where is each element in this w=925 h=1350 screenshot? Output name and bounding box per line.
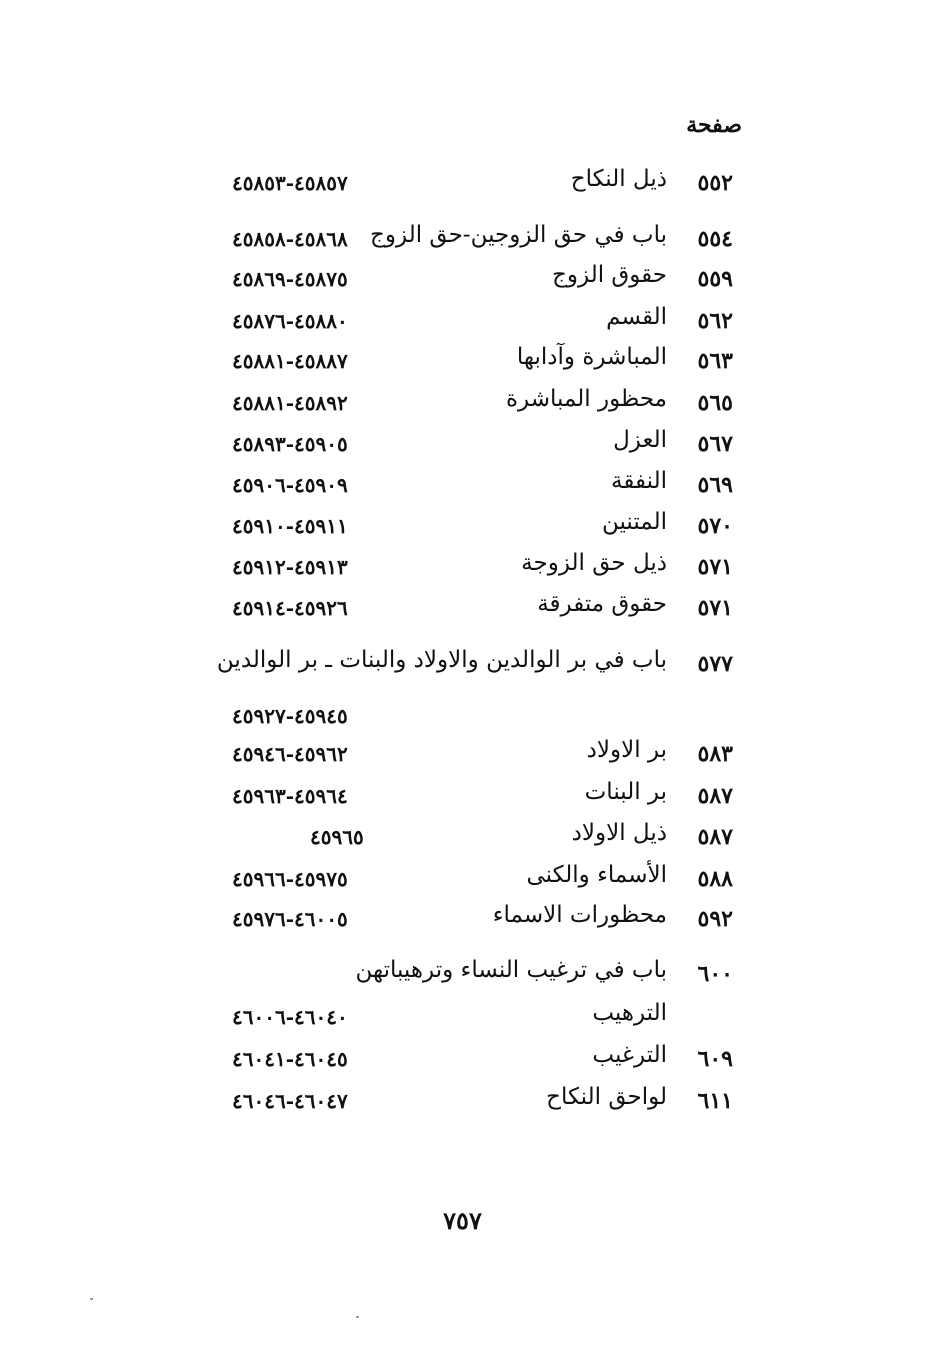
toc-title: بر الاولاد [586, 737, 667, 763]
toc-hadith-range: ٤٥٩١١-٤٥٩١٠ [232, 514, 348, 538]
toc-hadith-range: ٤٥٨٦٨-٤٥٨٥٨ [232, 227, 348, 251]
toc-title: باب في حق الزوجين-حق الزوج [370, 222, 667, 248]
toc-row [0, 344, 925, 384]
toc-page-number: ٥٥٢ [697, 170, 733, 196]
toc-hadith-range: ٤٥٩٤٥-٤٥٩٢٧ [232, 704, 348, 728]
toc-hadith-range: ٤٥٨٩٢-٤٥٨٨١ [232, 391, 348, 415]
toc-title: محظورات الاسماء [492, 902, 667, 928]
toc-title: القسم [606, 304, 667, 330]
toc-page-number: ٥٦٧ [697, 431, 733, 457]
toc-hadith-range: ٤٥٩٠٥-٤٥٨٩٣ [232, 432, 348, 456]
toc-page-number: ٥٦٢ [697, 308, 733, 334]
scan-speck [90, 1298, 93, 1300]
toc-hadith-range: ٤٥٩٦٤-٤٥٩٦٣ [232, 784, 348, 808]
toc-hadith-range: ٤٦٠٠٥-٤٥٩٧٦ [232, 907, 348, 931]
toc-title: الترغيب [592, 1042, 667, 1068]
toc-row [0, 862, 925, 902]
toc-title: ذيل حق الزوجة [521, 550, 667, 576]
toc-row [0, 957, 925, 997]
toc-row [0, 1084, 925, 1124]
toc-title: المباشرة وآدابها [516, 344, 667, 370]
column-header-page: صفحة [686, 112, 742, 138]
toc-row [0, 468, 925, 508]
toc-hadith-range: ٤٥٩٠٩-٤٥٩٠٦ [232, 473, 348, 497]
toc-hadith-range: ٤٥٨٧٥-٤٥٨٦٩ [232, 267, 348, 291]
toc-row [0, 699, 925, 739]
toc-title: الأسماء والكنى [526, 862, 667, 888]
toc-row [0, 550, 925, 590]
toc-page-number: ٥٨٧ [697, 824, 733, 850]
toc-page-number: ٦٠٠ [697, 961, 733, 987]
toc-hadith-range: ٤٥٨٨٧-٤٥٨٨١ [232, 349, 348, 373]
toc-title: ذيل الاولاد [571, 820, 667, 846]
toc-page-number: ٥٦٩ [697, 472, 733, 498]
toc-hadith-range: ٤٥٩٢٦-٤٥٩١٤ [232, 596, 348, 620]
toc-page-number: ٥٧١ [697, 595, 733, 621]
page-number: ٧٥٧ [443, 1206, 482, 1235]
toc-hadith-range: ٤٥٨٨٠-٤٥٨٧٦ [232, 309, 348, 333]
toc-page-number: ٥٦٥ [697, 390, 733, 416]
toc-title: ذيل النكاح [570, 166, 667, 192]
toc-row [0, 304, 925, 344]
toc-title: المتنين [601, 509, 667, 535]
toc-title: النفقة [611, 468, 667, 494]
toc-row [0, 647, 925, 687]
toc-hadith-range: ٤٥٩٦٢-٤٥٩٤٦ [232, 742, 348, 766]
toc-page-number: ٥٧١ [697, 554, 733, 580]
toc-title: الترهيب [592, 1000, 667, 1026]
toc-row [0, 1000, 925, 1040]
toc-hadith-range: ٤٥٨٥٧-٤٥٨٥٣ [232, 171, 348, 195]
toc-row [0, 222, 925, 262]
toc-title: باب في ترغيب النساء وترهيباتهن [355, 957, 667, 983]
toc-hadith-range: ٤٥٩٦٥ [310, 825, 364, 849]
toc-row [0, 591, 925, 631]
toc-row [0, 166, 925, 206]
toc-page-number: ٥٥٩ [697, 266, 733, 292]
toc-row [0, 902, 925, 942]
toc-page-number: ٦١١ [697, 1088, 733, 1114]
toc-page-number: ٥٧٧ [697, 651, 733, 677]
toc-row [0, 509, 925, 549]
toc-page-number: ٥٦٣ [697, 348, 733, 374]
toc-page-number: ٥٨٨ [697, 866, 733, 892]
toc-hadith-range: ٤٥٩٧٥-٤٥٩٦٦ [232, 867, 348, 891]
toc-title: حقوق الزوج [552, 262, 667, 288]
toc-row [0, 1042, 925, 1082]
toc-title: بر البنات [584, 779, 667, 805]
toc-row [0, 386, 925, 426]
toc-row [0, 427, 925, 467]
toc-hadith-range: ٤٦٠٤٠-٤٦٠٠٦ [232, 1005, 348, 1029]
toc-title: لواحق النكاح [546, 1084, 667, 1110]
toc-row [0, 820, 925, 860]
toc-row [0, 737, 925, 777]
toc-title: حقوق متفرقة [537, 591, 667, 617]
toc-page-number: ٥٧٠ [697, 513, 733, 539]
toc-hadith-range: ٤٥٩١٣-٤٥٩١٢ [232, 555, 348, 579]
toc-page-number: ٥٨٣ [697, 741, 733, 767]
toc-title: العزل [613, 427, 667, 453]
toc-page-number: ٥٨٧ [697, 783, 733, 809]
toc-title: باب في بر الوالدين والاولاد والبنات ـ بر الوالدين [216, 647, 667, 673]
toc-hadith-range: ٤٦٠٤٥-٤٦٠٤١ [232, 1047, 348, 1071]
scan-speck [356, 1316, 359, 1318]
toc-page-number: ٥٩٢ [697, 906, 733, 932]
toc-title: محظور المباشرة [506, 386, 667, 412]
toc-row [0, 779, 925, 819]
toc-hadith-range: ٤٦٠٤٧-٤٦٠٤٦ [232, 1089, 348, 1113]
toc-page-number: ٥٥٤ [697, 226, 733, 252]
toc-page-number: ٦٠٩ [697, 1046, 733, 1072]
toc-row [0, 262, 925, 302]
